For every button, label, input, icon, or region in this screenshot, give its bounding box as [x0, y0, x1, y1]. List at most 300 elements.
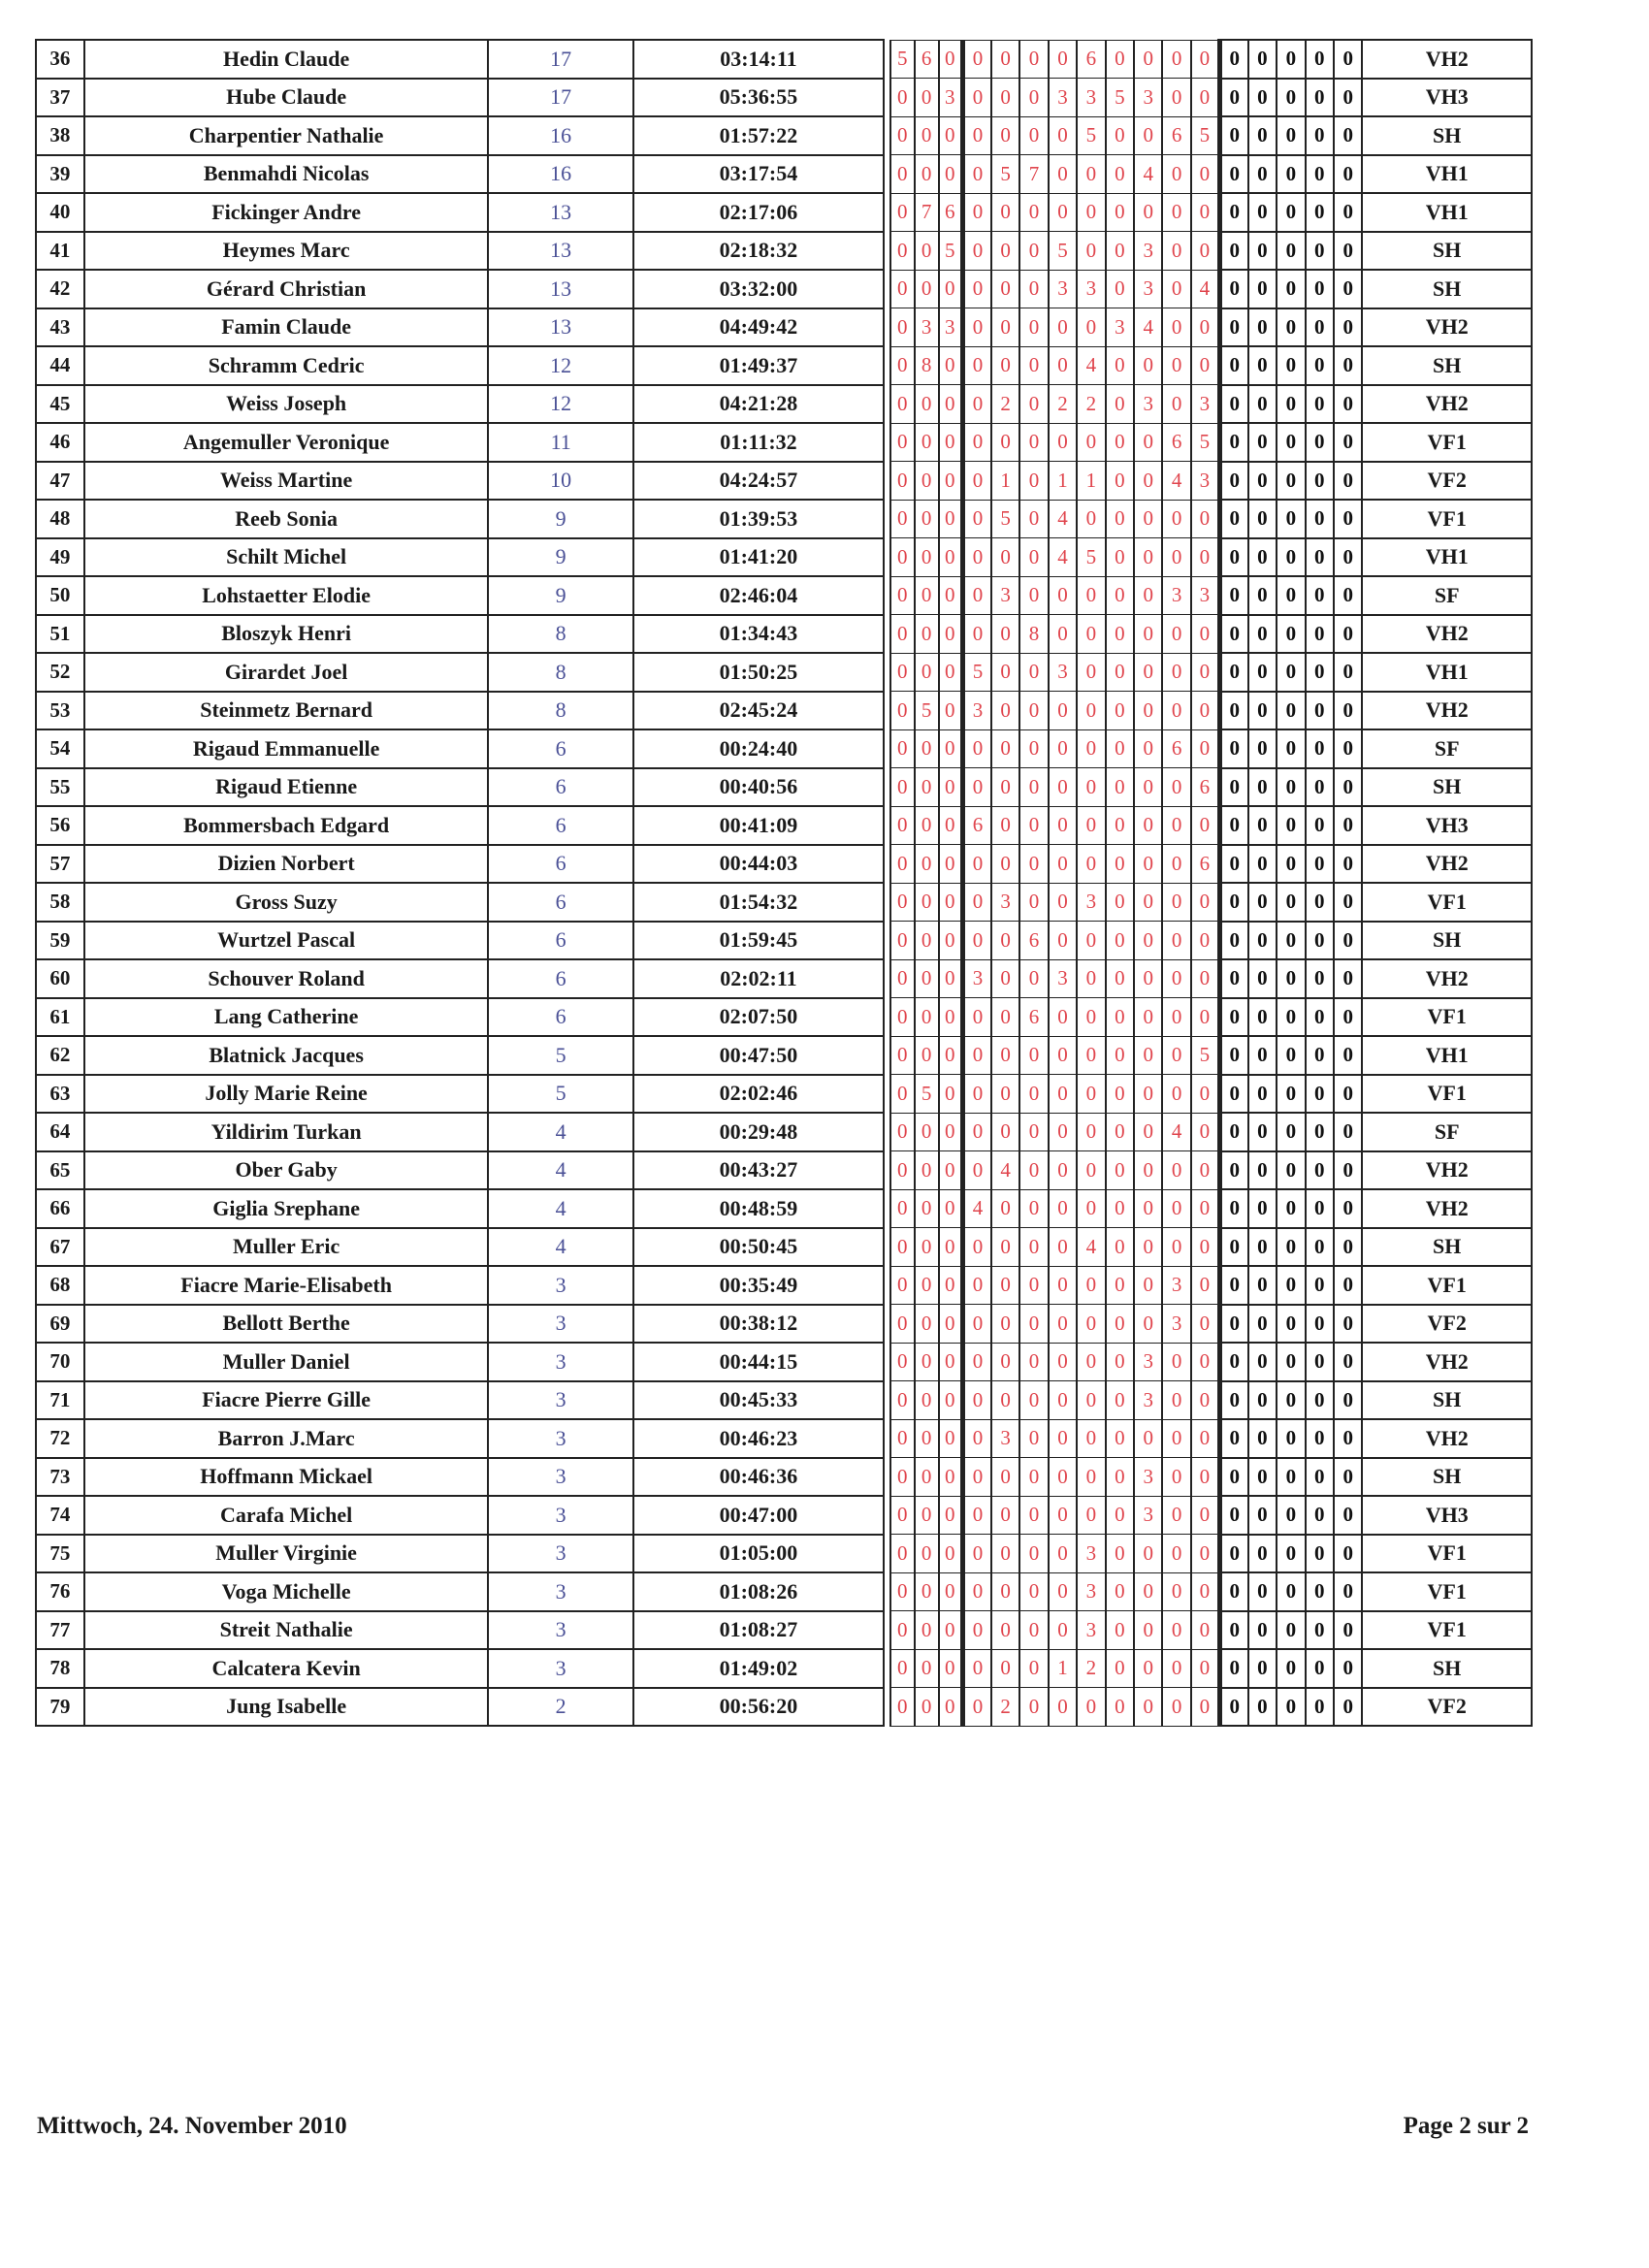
extra-score-cell: 0: [1306, 1228, 1334, 1267]
stage-score-cell: 0: [1077, 576, 1105, 615]
stage-score-cell: 3: [1077, 79, 1105, 117]
table-row: [36, 1535, 1532, 1573]
stage-score-cell: 0: [1077, 423, 1105, 462]
name-cell: Calcatera Kevin: [84, 1649, 489, 1688]
extra-score-cell: 0: [1248, 692, 1277, 730]
extra-score-cell: 0: [1334, 423, 1362, 462]
name-cell: Hedin Claude: [84, 40, 489, 79]
points-cell: 3: [488, 1419, 632, 1458]
stage-score-cell: 0: [991, 768, 1019, 807]
extra-score-cell: 0: [1219, 1228, 1247, 1267]
stage-score-cell: 0: [1077, 768, 1105, 807]
extra-score-cell: 0: [1334, 232, 1362, 271]
stage-score-cell: 0: [1162, 1151, 1190, 1190]
column-gap: [884, 768, 890, 807]
time-cell: 02:46:04: [633, 576, 884, 615]
name-cell: Jolly Marie Reine: [84, 1075, 489, 1114]
extra-score-cell: 0: [1306, 729, 1334, 768]
stage-score-cell: 0: [939, 1458, 963, 1497]
stage-score-cell: 0: [915, 653, 939, 692]
extra-score-cell: 0: [1248, 653, 1277, 692]
stage-score-cell: 0: [1134, 998, 1162, 1037]
stage-score-cell: 3: [1134, 385, 1162, 424]
points-cell: 6: [488, 959, 632, 998]
stage-score-cell: 0: [991, 1535, 1019, 1573]
time-cell: 01:05:00: [633, 1535, 884, 1573]
stage-score-cell: 0: [1077, 1419, 1105, 1458]
category-cell: SH: [1362, 1381, 1532, 1420]
table-row: [36, 768, 1532, 807]
stage-score-cell: 5: [1191, 1036, 1219, 1075]
extra-score-cell: 0: [1334, 1419, 1362, 1458]
table-row: [36, 462, 1532, 501]
stage-score-cell: 0: [1162, 346, 1190, 385]
extra-score-cell: 0: [1277, 538, 1305, 577]
time-cell: 00:46:36: [633, 1458, 884, 1497]
stage-score-cell: 0: [963, 1572, 991, 1611]
stage-score-cell: 0: [1162, 1228, 1190, 1267]
category-cell: VH3: [1362, 1496, 1532, 1535]
stage-score-cell: 0: [1134, 1036, 1162, 1075]
stage-score-cell: 0: [890, 1305, 915, 1344]
stage-score-cell: 0: [1162, 1189, 1190, 1228]
stage-score-cell: 3: [1162, 576, 1190, 615]
stage-score-cell: 0: [1077, 1343, 1105, 1381]
name-cell: Famin Claude: [84, 308, 489, 347]
stage-score-cell: 6: [1162, 423, 1190, 462]
extra-score-cell: 0: [1334, 462, 1362, 501]
extra-score-cell: 0: [1277, 1189, 1305, 1228]
stage-score-cell: 0: [939, 1649, 963, 1688]
category-cell: VF1: [1362, 883, 1532, 922]
stage-score-cell: 0: [1077, 1189, 1105, 1228]
time-cell: 02:07:50: [633, 998, 884, 1037]
table-row: [36, 1572, 1532, 1611]
stage-score-cell: 0: [1019, 1228, 1048, 1267]
stage-score-cell: 6: [1077, 40, 1105, 79]
stage-score-cell: 0: [963, 883, 991, 922]
stage-score-cell: 0: [1077, 155, 1105, 194]
name-cell: Weiss Joseph: [84, 385, 489, 424]
table-row: [36, 538, 1532, 577]
stage-score-cell: 0: [1162, 806, 1190, 845]
category-cell: VH3: [1362, 79, 1532, 117]
name-cell: Fickinger Andre: [84, 193, 489, 232]
stage-score-cell: 0: [1162, 193, 1190, 232]
rank-cell: 77: [36, 1611, 84, 1650]
points-cell: 9: [488, 538, 632, 577]
stage-score-cell: 0: [1191, 1228, 1219, 1267]
extra-score-cell: 0: [1219, 232, 1247, 271]
extra-score-cell: 0: [1248, 576, 1277, 615]
rank-cell: 41: [36, 232, 84, 271]
extra-score-cell: 0: [1248, 1266, 1277, 1305]
table-row: [36, 1611, 1532, 1650]
rank-cell: 74: [36, 1496, 84, 1535]
stage-score-cell: 0: [1106, 1305, 1134, 1344]
extra-score-cell: 0: [1334, 270, 1362, 308]
extra-score-cell: 0: [1277, 883, 1305, 922]
points-cell: 13: [488, 308, 632, 347]
stage-score-cell: 0: [915, 1688, 939, 1727]
stage-score-cell: 0: [1106, 1228, 1134, 1267]
points-cell: 6: [488, 883, 632, 922]
stage-score-cell: 0: [963, 1266, 991, 1305]
stage-score-cell: 3: [963, 692, 991, 730]
points-cell: 13: [488, 270, 632, 308]
name-cell: Rigaud Emmanuelle: [84, 729, 489, 768]
points-cell: 12: [488, 385, 632, 424]
name-cell: Heymes Marc: [84, 232, 489, 271]
stage-score-cell: 0: [1106, 462, 1134, 501]
stage-score-cell: 0: [915, 1649, 939, 1688]
extra-score-cell: 0: [1248, 385, 1277, 424]
stage-score-cell: 0: [991, 922, 1019, 960]
table-row: [36, 423, 1532, 462]
table-row: [36, 232, 1532, 271]
stage-score-cell: 5: [939, 232, 963, 271]
name-cell: Schilt Michel: [84, 538, 489, 577]
name-cell: Giglia Srephane: [84, 1189, 489, 1228]
stage-score-cell: 0: [1077, 232, 1105, 271]
name-cell: Schramm Cedric: [84, 346, 489, 385]
stage-score-cell: 0: [890, 1458, 915, 1497]
table-row: [36, 1228, 1532, 1267]
extra-score-cell: 0: [1277, 346, 1305, 385]
stage-score-cell: 0: [915, 500, 939, 538]
stage-score-cell: 0: [963, 1688, 991, 1727]
stage-score-cell: 0: [1191, 79, 1219, 117]
stage-score-cell: 0: [1049, 1381, 1077, 1420]
extra-score-cell: 0: [1334, 998, 1362, 1037]
stage-score-cell: 0: [915, 768, 939, 807]
points-cell: 2: [488, 1688, 632, 1727]
stage-score-cell: 0: [890, 959, 915, 998]
stage-score-cell: 0: [1191, 1343, 1219, 1381]
stage-score-cell: 0: [963, 576, 991, 615]
stage-score-cell: 8: [1019, 615, 1048, 654]
extra-score-cell: 0: [1219, 1305, 1247, 1344]
column-gap: [884, 79, 890, 117]
extra-score-cell: 0: [1248, 40, 1277, 79]
stage-score-cell: 0: [939, 423, 963, 462]
extra-score-cell: 0: [1334, 193, 1362, 232]
stage-score-cell: 0: [1106, 692, 1134, 730]
stage-score-cell: 3: [1077, 883, 1105, 922]
stage-score-cell: 0: [1049, 1611, 1077, 1650]
extra-score-cell: 0: [1306, 1113, 1334, 1151]
stage-score-cell: 0: [890, 385, 915, 424]
extra-score-cell: 0: [1248, 1496, 1277, 1535]
stage-score-cell: 0: [1049, 845, 1077, 884]
stage-score-cell: 0: [1019, 270, 1048, 308]
stage-score-cell: 0: [991, 346, 1019, 385]
extra-score-cell: 0: [1219, 1419, 1247, 1458]
stage-score-cell: 0: [1106, 1458, 1134, 1497]
extra-score-cell: 0: [1306, 1458, 1334, 1497]
stage-score-cell: 0: [915, 423, 939, 462]
name-cell: Fiacre Pierre Gille: [84, 1381, 489, 1420]
extra-score-cell: 0: [1334, 576, 1362, 615]
stage-score-cell: 5: [1191, 423, 1219, 462]
category-cell: VF1: [1362, 423, 1532, 462]
stage-score-cell: 0: [1134, 883, 1162, 922]
extra-score-cell: 0: [1334, 1458, 1362, 1497]
stage-score-cell: 6: [1019, 922, 1048, 960]
stage-score-cell: 0: [890, 922, 915, 960]
stage-score-cell: 0: [1106, 155, 1134, 194]
column-gap: [884, 1419, 890, 1458]
stage-score-cell: 0: [1019, 538, 1048, 577]
stage-score-cell: 6: [1191, 845, 1219, 884]
stage-score-cell: 0: [1106, 1535, 1134, 1573]
name-cell: Angemuller Veronique: [84, 423, 489, 462]
stage-score-cell: 0: [991, 806, 1019, 845]
rank-cell: 78: [36, 1649, 84, 1688]
stage-score-cell: 0: [1077, 998, 1105, 1037]
extra-score-cell: 0: [1219, 615, 1247, 654]
table-row: [36, 308, 1532, 347]
stage-score-cell: 0: [1162, 653, 1190, 692]
time-cell: 00:29:48: [633, 1113, 884, 1151]
stage-score-cell: 5: [1106, 79, 1134, 117]
category-cell: VH2: [1362, 615, 1532, 654]
stage-score-cell: 0: [890, 500, 915, 538]
column-gap: [884, 1036, 890, 1075]
extra-score-cell: 0: [1306, 423, 1334, 462]
extra-score-cell: 0: [1334, 653, 1362, 692]
extra-score-cell: 0: [1277, 1305, 1305, 1344]
stage-score-cell: 0: [1162, 922, 1190, 960]
stage-score-cell: 0: [991, 729, 1019, 768]
stage-score-cell: 0: [991, 193, 1019, 232]
extra-score-cell: 0: [1248, 1036, 1277, 1075]
stage-score-cell: 0: [1019, 1535, 1048, 1573]
column-gap: [884, 806, 890, 845]
stage-score-cell: 0: [1106, 346, 1134, 385]
stage-score-cell: 2: [1049, 385, 1077, 424]
extra-score-cell: 0: [1219, 922, 1247, 960]
stage-score-cell: 0: [939, 1535, 963, 1573]
points-cell: 8: [488, 653, 632, 692]
stage-score-cell: 0: [939, 1151, 963, 1190]
stage-score-cell: 3: [1191, 576, 1219, 615]
column-gap: [884, 1381, 890, 1420]
stage-score-cell: 0: [1191, 998, 1219, 1037]
extra-score-cell: 0: [1334, 385, 1362, 424]
stage-score-cell: 0: [1049, 922, 1077, 960]
stage-score-cell: 0: [1134, 1688, 1162, 1727]
stage-score-cell: 5: [963, 653, 991, 692]
stage-score-cell: 0: [915, 1458, 939, 1497]
name-cell: Voga Michelle: [84, 1572, 489, 1611]
stage-score-cell: 3: [963, 959, 991, 998]
table-row: [36, 1343, 1532, 1381]
extra-score-cell: 0: [1219, 308, 1247, 347]
stage-score-cell: 0: [991, 1496, 1019, 1535]
extra-score-cell: 0: [1306, 1572, 1334, 1611]
stage-score-cell: 0: [1106, 1189, 1134, 1228]
stage-score-cell: 0: [1049, 155, 1077, 194]
rank-cell: 72: [36, 1419, 84, 1458]
category-cell: SH: [1362, 270, 1532, 308]
stage-score-cell: 0: [1162, 1611, 1190, 1650]
rank-cell: 70: [36, 1343, 84, 1381]
table-row: [36, 615, 1532, 654]
extra-score-cell: 0: [1277, 615, 1305, 654]
name-cell: Dizien Norbert: [84, 845, 489, 884]
stage-score-cell: 0: [1049, 729, 1077, 768]
category-cell: VH1: [1362, 538, 1532, 577]
name-cell: Muller Daniel: [84, 1343, 489, 1381]
stage-score-cell: 0: [890, 1688, 915, 1727]
extra-score-cell: 0: [1219, 1343, 1247, 1381]
extra-score-cell: 0: [1277, 1535, 1305, 1573]
extra-score-cell: 0: [1277, 1572, 1305, 1611]
points-cell: 11: [488, 423, 632, 462]
extra-score-cell: 0: [1219, 959, 1247, 998]
stage-score-cell: 0: [1162, 1688, 1190, 1727]
name-cell: Steinmetz Bernard: [84, 692, 489, 730]
stage-score-cell: 0: [991, 538, 1019, 577]
extra-score-cell: 0: [1248, 116, 1277, 155]
extra-score-cell: 0: [1306, 385, 1334, 424]
time-cell: 04:21:28: [633, 385, 884, 424]
stage-score-cell: 0: [1106, 1572, 1134, 1611]
name-cell: Blatnick Jacques: [84, 1036, 489, 1075]
stage-score-cell: 0: [1049, 1075, 1077, 1114]
stage-score-cell: 0: [939, 462, 963, 501]
stage-score-cell: 6: [915, 40, 939, 79]
rank-cell: 46: [36, 423, 84, 462]
stage-score-cell: 0: [1049, 346, 1077, 385]
stage-score-cell: 0: [890, 116, 915, 155]
stage-score-cell: 0: [915, 998, 939, 1037]
extra-score-cell: 0: [1306, 768, 1334, 807]
stage-score-cell: 0: [1077, 692, 1105, 730]
stage-score-cell: 0: [1077, 308, 1105, 347]
category-cell: SH: [1362, 116, 1532, 155]
extra-score-cell: 0: [1306, 576, 1334, 615]
time-cell: 03:17:54: [633, 155, 884, 194]
stage-score-cell: 0: [1019, 1419, 1048, 1458]
stage-score-cell: 0: [1106, 500, 1134, 538]
extra-score-cell: 0: [1219, 462, 1247, 501]
stage-score-cell: 0: [915, 1535, 939, 1573]
stage-score-cell: 0: [1191, 922, 1219, 960]
extra-score-cell: 0: [1306, 845, 1334, 884]
stage-score-cell: 0: [1077, 1305, 1105, 1344]
extra-score-cell: 0: [1334, 959, 1362, 998]
category-cell: VF1: [1362, 500, 1532, 538]
category-cell: VF2: [1362, 1688, 1532, 1727]
stage-score-cell: 0: [1049, 1343, 1077, 1381]
stage-score-cell: 0: [939, 959, 963, 998]
stage-score-cell: 0: [1134, 1305, 1162, 1344]
time-cell: 00:40:56: [633, 768, 884, 807]
rank-cell: 52: [36, 653, 84, 692]
stage-score-cell: 0: [963, 615, 991, 654]
stage-score-cell: 0: [1162, 1496, 1190, 1535]
column-gap: [884, 845, 890, 884]
stage-score-cell: 0: [939, 998, 963, 1037]
points-cell: 13: [488, 193, 632, 232]
stage-score-cell: 0: [1019, 1649, 1048, 1688]
stage-score-cell: 0: [991, 1189, 1019, 1228]
stage-score-cell: 0: [890, 1266, 915, 1305]
stage-score-cell: 0: [890, 1535, 915, 1573]
stage-score-cell: 0: [1106, 270, 1134, 308]
stage-score-cell: 3: [1162, 1266, 1190, 1305]
extra-score-cell: 0: [1306, 806, 1334, 845]
extra-score-cell: 0: [1277, 1688, 1305, 1727]
table-row: [36, 500, 1532, 538]
extra-score-cell: 0: [1248, 1688, 1277, 1727]
extra-score-cell: 0: [1219, 1189, 1247, 1228]
rank-cell: 65: [36, 1151, 84, 1190]
extra-score-cell: 0: [1219, 270, 1247, 308]
rank-cell: 69: [36, 1305, 84, 1344]
name-cell: Fiacre Marie-Elisabeth: [84, 1266, 489, 1305]
stage-score-cell: 0: [890, 1113, 915, 1151]
extra-score-cell: 0: [1248, 1151, 1277, 1190]
stage-score-cell: 0: [1162, 385, 1190, 424]
stage-score-cell: 3: [1191, 385, 1219, 424]
stage-score-cell: 0: [1162, 40, 1190, 79]
extra-score-cell: 0: [1334, 1075, 1362, 1114]
stage-score-cell: 0: [1106, 653, 1134, 692]
stage-score-cell: 0: [915, 116, 939, 155]
stage-score-cell: 0: [939, 40, 963, 79]
extra-score-cell: 0: [1219, 576, 1247, 615]
stage-score-cell: 0: [890, 538, 915, 577]
extra-score-cell: 0: [1219, 155, 1247, 194]
stage-score-cell: 0: [1049, 1688, 1077, 1727]
stage-score-cell: 0: [1019, 692, 1048, 730]
time-cell: 01:50:25: [633, 653, 884, 692]
stage-score-cell: 0: [1077, 959, 1105, 998]
stage-score-cell: 2: [991, 1688, 1019, 1727]
time-cell: 00:44:15: [633, 1343, 884, 1381]
extra-score-cell: 0: [1334, 1649, 1362, 1688]
extra-score-cell: 0: [1277, 998, 1305, 1037]
stage-score-cell: 0: [1162, 1572, 1190, 1611]
stage-score-cell: 0: [1049, 423, 1077, 462]
time-cell: 02:45:24: [633, 692, 884, 730]
name-cell: Bommersbach Edgard: [84, 806, 489, 845]
extra-score-cell: 0: [1219, 1381, 1247, 1420]
stage-score-cell: 0: [1019, 346, 1048, 385]
stage-score-cell: 0: [963, 1419, 991, 1458]
stage-score-cell: 0: [1191, 1113, 1219, 1151]
extra-score-cell: 0: [1306, 1419, 1334, 1458]
stage-score-cell: 0: [1077, 806, 1105, 845]
stage-score-cell: 0: [963, 423, 991, 462]
stage-score-cell: 0: [915, 1228, 939, 1267]
category-cell: VF1: [1362, 1266, 1532, 1305]
stage-score-cell: 3: [1049, 270, 1077, 308]
stage-score-cell: 0: [915, 576, 939, 615]
stage-score-cell: 5: [991, 500, 1019, 538]
stage-score-cell: 0: [939, 1419, 963, 1458]
stage-score-cell: 0: [1077, 845, 1105, 884]
stage-score-cell: 1: [991, 462, 1019, 501]
column-gap: [884, 1151, 890, 1190]
stage-score-cell: 0: [1019, 1343, 1048, 1381]
extra-score-cell: 0: [1219, 768, 1247, 807]
name-cell: Benmahdi Nicolas: [84, 155, 489, 194]
category-cell: VH2: [1362, 385, 1532, 424]
